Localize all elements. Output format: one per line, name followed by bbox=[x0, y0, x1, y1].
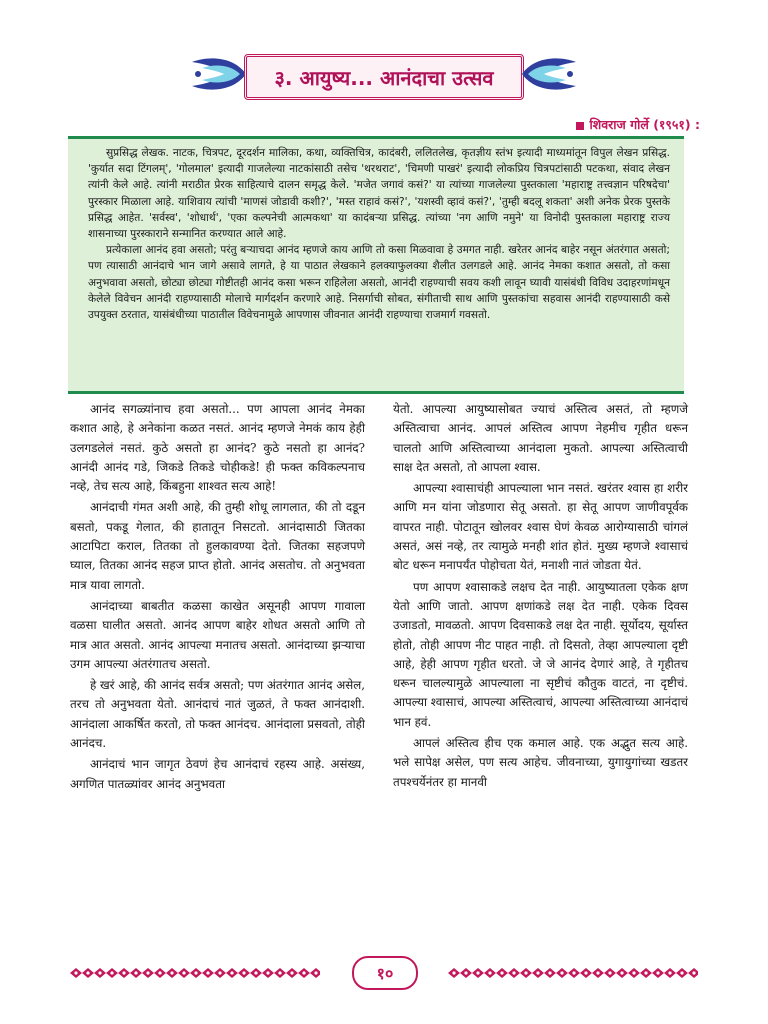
paragraph: आनंदाची गंमत अशी आहे, की तुम्ही शोधू लागलात, की तो दडून बसतो, पकडू गेलात, की हातातून निसटतो. आनंदासाठी जितका आटापिटा कराल, तितका तो हुलकावण्या देतो. जितका सहजपणे घ्याल, तितका आनंद सहज प्राप्त होतो. आनंद असतोच. तो अनुभवता मात्र यावा लागतो. bbox=[70, 500, 365, 592]
chapter-title-banner bbox=[188, 48, 580, 100]
right-column bbox=[393, 400, 688, 948]
footer-border-right bbox=[448, 968, 698, 978]
paragraph: येतो. आपल्या आयुष्यासोबत ज्याचं अस्तित्व असतं, तो म्हणजे अस्तित्वाचा आनंद. आपलं अस्तित्व आपण नेहमीच गृहीत धरून चालतो आणि अस्तित्वाच्या आनंदाला मुकतो. आपल्या अस्तित्वाची साक्ष देत असतो, तो आपला श्वास. bbox=[393, 402, 688, 474]
chapter-title: ३. आयुष्य... आनंदाचा उत्सव bbox=[274, 65, 494, 90]
author-name: शिवराज गोर्ले (१९५१) : bbox=[589, 117, 700, 132]
square-bullet-icon bbox=[576, 122, 584, 130]
paragraph: पण आपण श्वासाकडे लक्षच देत नाही. आयुष्यातला एकेक क्षण येतो आणि जातो. आपण क्षणांकडे लक्ष देत नाही. एकेक दिवस उजाडतो, मावळतो. आपण दिवसाकडे लक्ष देत नाही. सूर्योदय, सूर्यास्त होतो, तोही आपण नीट पाहत नाही. तो दिसतो, तेव्हा आपल्याला दृष्टी आहे, हेही आपण गृहीत धरतो. जे जे आनंद देणारं आहे, ते गृहीतच धरून चालल्यामुळे आपल्याला ना सृष्टीचं कौतुक वाटतं, ना दृष्टीचं. आपल्या श्वासाचं, आपल्या अस्तित्वाचं, आपल्या अस्तित्वाच्या आनंदाचं भान हवं. bbox=[393, 579, 689, 729]
paragraph: हे खरं आहे, की आनंद सर्वत्र असतो; पण अंतरंगात आनंद असेल, तरच तो अनुभवता येतो. आनंदाचं नातं जुळतं, ते फक्त आनंदाशी. आनंदाला आकर्षित करतो, तो फक्त आनंदच. आनंदाला प्रसवतो, तोही आनंदच. bbox=[70, 678, 365, 751]
footer-border-left bbox=[70, 968, 320, 978]
intro-paragraph-1: सुप्रसिद्ध लेखक. नाटक, चित्रपट, दूरदर्शन मालिका, कथा, व्यक्तिचित्र, कादंबरी, ललितलेख, कृतज्ञीय स्तंभ इत्यादी माध्यमांतून विपुल लेखन प्रसिद्ध. 'कुर्यात सदा टिंगलम्', 'गोलमाल' इत्यादी गाजलेल्या नाटकांसाठी तसेच 'थरथराट', 'चिमणी पाखरं' इत्यादी लोकप्रिय चित्रपटांसाठी पटकथा, संवाद लेखन त्यांनी केले आहे. त्यांनी मराठीत प्रेरक साहित्याचे दालन समृद्ध केले. 'मजेत जगावं कसं?' या त्यांच्या गाजलेल्या पुस्तकाला 'महाराष्ट्र तत्त्वज्ञान परिषदेचा' पुरस्कार मिळाला आहे. याशिवाय त्यांची 'माणसं जोडावी कशी?', 'मस्त राहावं कसं?', 'यशस्वी व्हावं कसं?', 'तुम्ही बदलू शकता' अशी अनेक प्रेरक पुस्तके प्रसिद्ध आहेत. 'सर्वस्व', 'शोधार्थ', 'एका कल्पनेची आत्मकथा' या कादंबऱ्या प्रसिद्ध. त्यांच्या 'नग आणि नमुने' या विनोदी पुस्तकाला महाराष्ट्र राज्य शासनाच्या पुरस्काराने सन्मानित करण्यात आले आहे. bbox=[88, 147, 670, 241]
author-intro-box bbox=[68, 136, 684, 394]
paragraph: आनंदाच्या बाबतीत कळसा काखेत असूनही आपण गावाला वळसा घालीत असतो. आनंद आपण बाहेर शोधत असतो आणि तो मात्र आत असतो. आनंद आपल्या मनातच असतो. आनंदाच्या झऱ्याचा उगम आपल्या अंतरंगातच असतो. bbox=[70, 598, 365, 671]
page-footer bbox=[0, 954, 768, 990]
paragraph: आनंद सगळ्यांनाच हवा असतो... पण आपला आनंद नेमका कशात आहे, हे अनेकांना कळत नसतं. आनंद म्हणजे नेमकं काय हेही उलगडलेलं नसतं. कुठे असतो हा आनंद? कुठे नसतो हा आनंद? आनंदी आनंद गडे, जिकडे तिकडे चोहीकडे! ही फक्त कविकल्पनाच नव्हे, तेच सत्य आहे, किंबहुना शाश्वत सत्य आहे! bbox=[70, 402, 365, 494]
ornament-right-icon bbox=[520, 54, 580, 94]
paragraph: आपल्या श्वासाचंही आपल्याला भान नसतं. खरंतर श्वास हा शरीर आणि मन यांना जोडणारा सेतू असतो. हा सेतू आपण जाणीवपूर्वक वापरत नाही. पोटातून खोलवर श्वास घेणं केवळ आरोग्यासाठी चांगलं असतं, असं नव्हे, तर त्यामुळे मनही शांत होतं. मुख्य म्हणजे श्वासाचं बोट धरून मनापर्यंत पोहोचता येतं, मनाशी नातं जोडता येतं. bbox=[393, 481, 688, 573]
paragraph: आपलं अस्तित्व हीच एक कमाल आहे. एक अद्भुत सत्य आहे. भले सापेक्ष असेल, पण सत्य आहेच. जीवनाच्या, युगायुगांच्या खडतर तपश्चर्येनंतर हा मानवी bbox=[393, 736, 688, 789]
paragraph: आनंदाचं भान जागृत ठेवणं हेच आनंदाचं रहस्य आहे. असंख्य, अगणित पातळ्यांवर आनंद अनुभवता bbox=[70, 757, 365, 791]
body-columns bbox=[70, 400, 688, 948]
title-box bbox=[244, 54, 524, 100]
ornament-left-icon bbox=[188, 54, 248, 94]
page-number: १० bbox=[352, 956, 418, 990]
left-column bbox=[70, 400, 365, 948]
intro-paragraph-2: प्रत्येकाला आनंद हवा असतो; परंतु बऱ्याचदा आनंद म्हणजे काय आणि तो कसा मिळवावा हे उमगत नाही. खरेतर आनंद बाहेर नसून अंतरंगात असतो; पण त्यासाठी आनंदाचे भान जागे असावे लागते, हे या पाठात लेखकाने हलक्याफुलक्या शैलीत उलगडले आहे. आनंद नेमका कशात असतो, तो कसा अनुभवावा असतो, छोट्या छोट्या गोष्टीतही आनंद कसा भरून राहिलेला असतो, आनंदी राहण्याची सवय कशी लावून घ्यावी यासंबंधी विविध उदाहरणांमधून केलेले विवेचन आनंदी राहण्यासाठी मोलाचे मार्गदर्शन करणारे आहे. निसर्गाची सोबत, संगीताची साथ आणि पुस्तकांचा सहवास आनंदी राहण्यासाठी कसे उपयुक्त ठरतात, यासंबंधीच्या पाठातील विवेचनामुळे आपणास जीवनात आनंदी राहण्याचा राजमार्ग गवसतो. bbox=[88, 244, 670, 322]
author-heading bbox=[576, 116, 700, 133]
